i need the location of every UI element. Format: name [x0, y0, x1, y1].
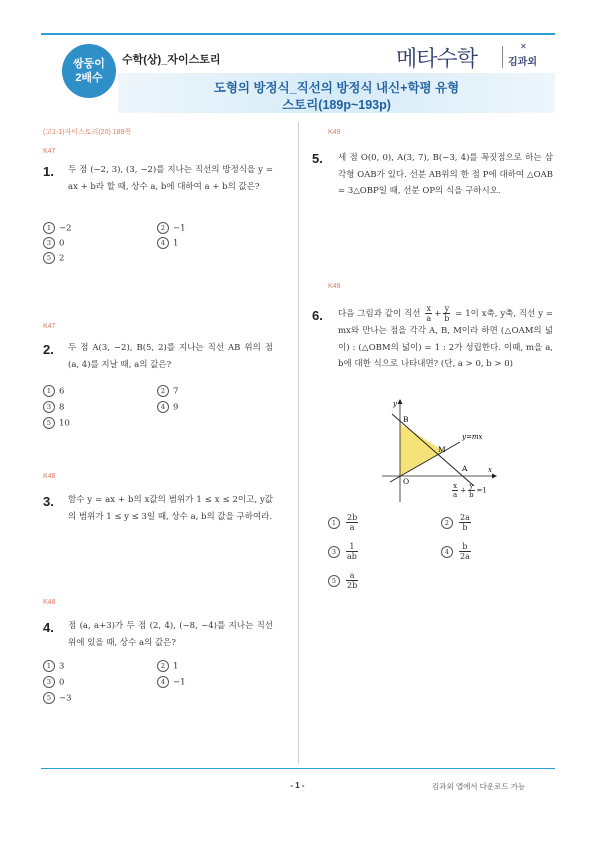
question-text-a: 다음 그림과 같이 직선: [338, 309, 421, 319]
option-text: −1: [173, 677, 186, 688]
top-rule: [41, 33, 555, 35]
option-mark: 4: [157, 237, 169, 249]
question-text: 점 (a, a+3)가 두 점 (2, 4), (−8, −4)를 지나는 직선 위에 있을 때, 상수 a의 값은?: [68, 621, 273, 648]
option-text: 10: [59, 418, 70, 429]
option-text: 1: [173, 238, 179, 249]
option-text: −2: [59, 223, 72, 234]
option[interactable]: [43, 417, 70, 429]
option-text: 7: [173, 386, 179, 397]
frac-numerator: 2b: [347, 513, 358, 522]
option[interactable]: [441, 513, 473, 532]
option[interactable]: [157, 660, 178, 672]
source-note: (고1-1)자이스토리(20) 189쪽: [43, 129, 132, 136]
option[interactable]: [43, 385, 64, 397]
option[interactable]: [43, 252, 64, 264]
label-x: x: [488, 466, 492, 474]
option[interactable]: [43, 692, 72, 704]
option-mark: 5: [43, 252, 55, 264]
question-code: K48: [43, 473, 56, 480]
option-mark: 2: [157, 660, 169, 672]
frac-denominator: 2b: [347, 581, 358, 590]
equation-rhs: =1: [476, 486, 487, 495]
option[interactable]: [43, 401, 64, 413]
question-text: 두 점 A(3, −2), B(5, 2)를 지나는 직선 AB 위의 점 (a, 4)를 지날 때, a의 값은?: [68, 343, 273, 370]
brand-main: 메타수학: [396, 46, 478, 71]
fraction: [346, 542, 358, 561]
question-text-c: y축, 직선 y = mx와 만나는 점을 각각 A, B, M이라 하면 (△OAM의 넓이) : (△OBM의 넓이) = 1 : 2가 성립한다. 이때, m을 a, b에 대한 식으로 나타내면? (단, a > 0, b > 0): [338, 309, 554, 369]
label-m: M: [438, 445, 446, 454]
frac-numerator: b: [459, 542, 471, 552]
question-text: 다음 그림과 같이 직선 $\frac{x}{a}$ + $\frac{y}{b}$ = 1이 x축, y축, 직선 y = mx와 만나는 점을 각각 A, B, M이라 하면 (△OAM의 넓이) : (△OBM의 넓이) = 1 : 2가 성립한다. 이때, m을 a, b에 대한 식으로 나타내면? (단, a > 0, b > 0): [338, 304, 554, 369]
level-badge: [62, 44, 116, 98]
brand-icon: ✕: [520, 42, 527, 51]
label-o: O: [403, 477, 410, 486]
option-mark: 5: [328, 575, 340, 587]
option-text: −1: [173, 223, 186, 234]
question-code: K48: [43, 599, 56, 606]
option-mark: 3: [43, 676, 55, 688]
brand-sub: 김과외: [508, 57, 537, 68]
fraction: [459, 542, 471, 561]
option[interactable]: [157, 222, 186, 234]
frac-numerator: x: [453, 482, 458, 490]
label-b: B: [403, 415, 409, 424]
badge-line2: 2배수: [75, 72, 103, 84]
badge-line1: 쌍둥이: [73, 58, 105, 70]
option-mark: 4: [441, 546, 453, 558]
question-number: 4.: [43, 620, 54, 635]
option-mark: 5: [43, 417, 55, 429]
option[interactable]: [43, 676, 64, 688]
option-mark: 4: [157, 401, 169, 413]
option-text: 2: [59, 253, 65, 264]
frac-numerator: y: [444, 304, 450, 313]
option-mark: 5: [43, 692, 55, 704]
option-mark: 1: [328, 517, 340, 529]
fraction: [468, 482, 474, 499]
fraction: [452, 482, 458, 499]
option-text: 6: [59, 386, 65, 397]
question-text: 세 점 O(0, 0), A(3, 7), B(−3, 4)를 꼭짓점으로 하는 삼각형 OAB가 있다. 선분 AB위의 한 점 P에 대하여 △OAB = 3△OBP일 때, 선분 OP의 식을 구하시오.: [338, 153, 553, 196]
option[interactable]: [441, 542, 473, 561]
column-divider: [298, 122, 299, 764]
frac-denominator: b: [469, 491, 474, 499]
option[interactable]: [157, 676, 186, 688]
brand-divider: [502, 46, 503, 68]
page-title: 도형의 방정식_직선의 방정식 내신+학평 유형: [213, 81, 460, 95]
question-number: 1.: [43, 164, 54, 179]
label-line-mx: y=mx: [462, 433, 483, 441]
label-y: y: [393, 400, 397, 408]
label-a: A: [462, 464, 468, 473]
question-code: K47: [43, 323, 56, 330]
option-mark: 2: [157, 222, 169, 234]
fraction: [346, 571, 358, 590]
page-number: - 1 -: [290, 781, 305, 790]
question-number: 5.: [312, 151, 323, 166]
y-axis-arrow: [398, 399, 403, 404]
option-text: 3: [59, 661, 65, 672]
option-mark: 1: [43, 385, 55, 397]
option[interactable]: [43, 222, 72, 234]
frac-numerator: a: [346, 571, 358, 581]
question-number: 6.: [312, 308, 323, 323]
frac-numerator: y: [469, 482, 474, 490]
option-mark: 2: [157, 385, 169, 397]
question-number: 3.: [43, 494, 54, 509]
fraction: [425, 304, 432, 323]
option[interactable]: [328, 571, 360, 590]
option-text: 9: [173, 402, 179, 413]
figure-graph: [352, 398, 512, 506]
frac-denominator: b: [444, 314, 450, 323]
option[interactable]: [328, 513, 360, 532]
option[interactable]: [157, 401, 178, 413]
option[interactable]: [43, 237, 64, 249]
fraction: [443, 304, 450, 323]
graph-svg: [352, 398, 512, 506]
option-mark: 1: [43, 660, 55, 672]
footer-rule: [41, 768, 555, 769]
fraction: [459, 513, 471, 532]
frac-numerator: 1: [346, 542, 358, 552]
option[interactable]: [328, 542, 360, 561]
option-text: −3: [59, 693, 72, 704]
question-text-b: = 1이 x축,: [455, 309, 498, 319]
figure-equation: $\frac{x}{a}$ + $\frac{y}{b}$ =1: [453, 482, 487, 499]
fraction: [346, 513, 358, 532]
option-text: 1: [173, 661, 179, 672]
frac-numerator: x: [426, 304, 432, 313]
question-code: K49: [328, 129, 341, 136]
option-mark: 1: [43, 222, 55, 234]
frac-denominator: a: [453, 491, 458, 499]
x-axis-arrow: [492, 474, 497, 479]
question-number: 2.: [43, 342, 54, 357]
option-mark: 3: [328, 546, 340, 558]
frac-denominator: 2a: [460, 552, 470, 561]
option-mark: 3: [43, 401, 55, 413]
question-text: 두 점 (−2, 3), (3, −2)를 지나는 직선의 방정식을 y = ax + b라 할 때, 상수 a, b에 대하여 a + b의 값은?: [68, 165, 273, 192]
frac-numerator: 2a: [460, 513, 470, 522]
option[interactable]: [43, 660, 64, 672]
option-mark: 2: [441, 517, 453, 529]
footer-note: 김과외 앱에서 다운로드 가능: [432, 782, 526, 791]
question-code: K49: [328, 283, 341, 290]
option-text: 0: [59, 677, 65, 688]
question-text: 함수 y = ax + b의 x값의 범위가 1 ≤ x ≤ 2이고, y값의 범위가 1 ≤ y ≤ 3일 때, 상수 a, b의 값을 구하여라.: [68, 495, 273, 522]
question-code: K47: [43, 148, 56, 155]
frac-denominator: b: [462, 523, 468, 532]
page-subtitle: 스토리(189p~193p): [282, 98, 391, 112]
option[interactable]: [157, 237, 178, 249]
option[interactable]: [157, 385, 178, 397]
frac-denominator: ab: [347, 552, 357, 561]
frac-denominator: a: [349, 523, 355, 532]
option-mark: 4: [157, 676, 169, 688]
frac-denominator: a: [426, 314, 432, 323]
option-mark: 3: [43, 237, 55, 249]
brand-logo: [396, 42, 477, 73]
option-text: 0: [59, 238, 65, 249]
option-text: 8: [59, 402, 65, 413]
subject-label: 수학(상)_자이스토리: [122, 54, 221, 66]
